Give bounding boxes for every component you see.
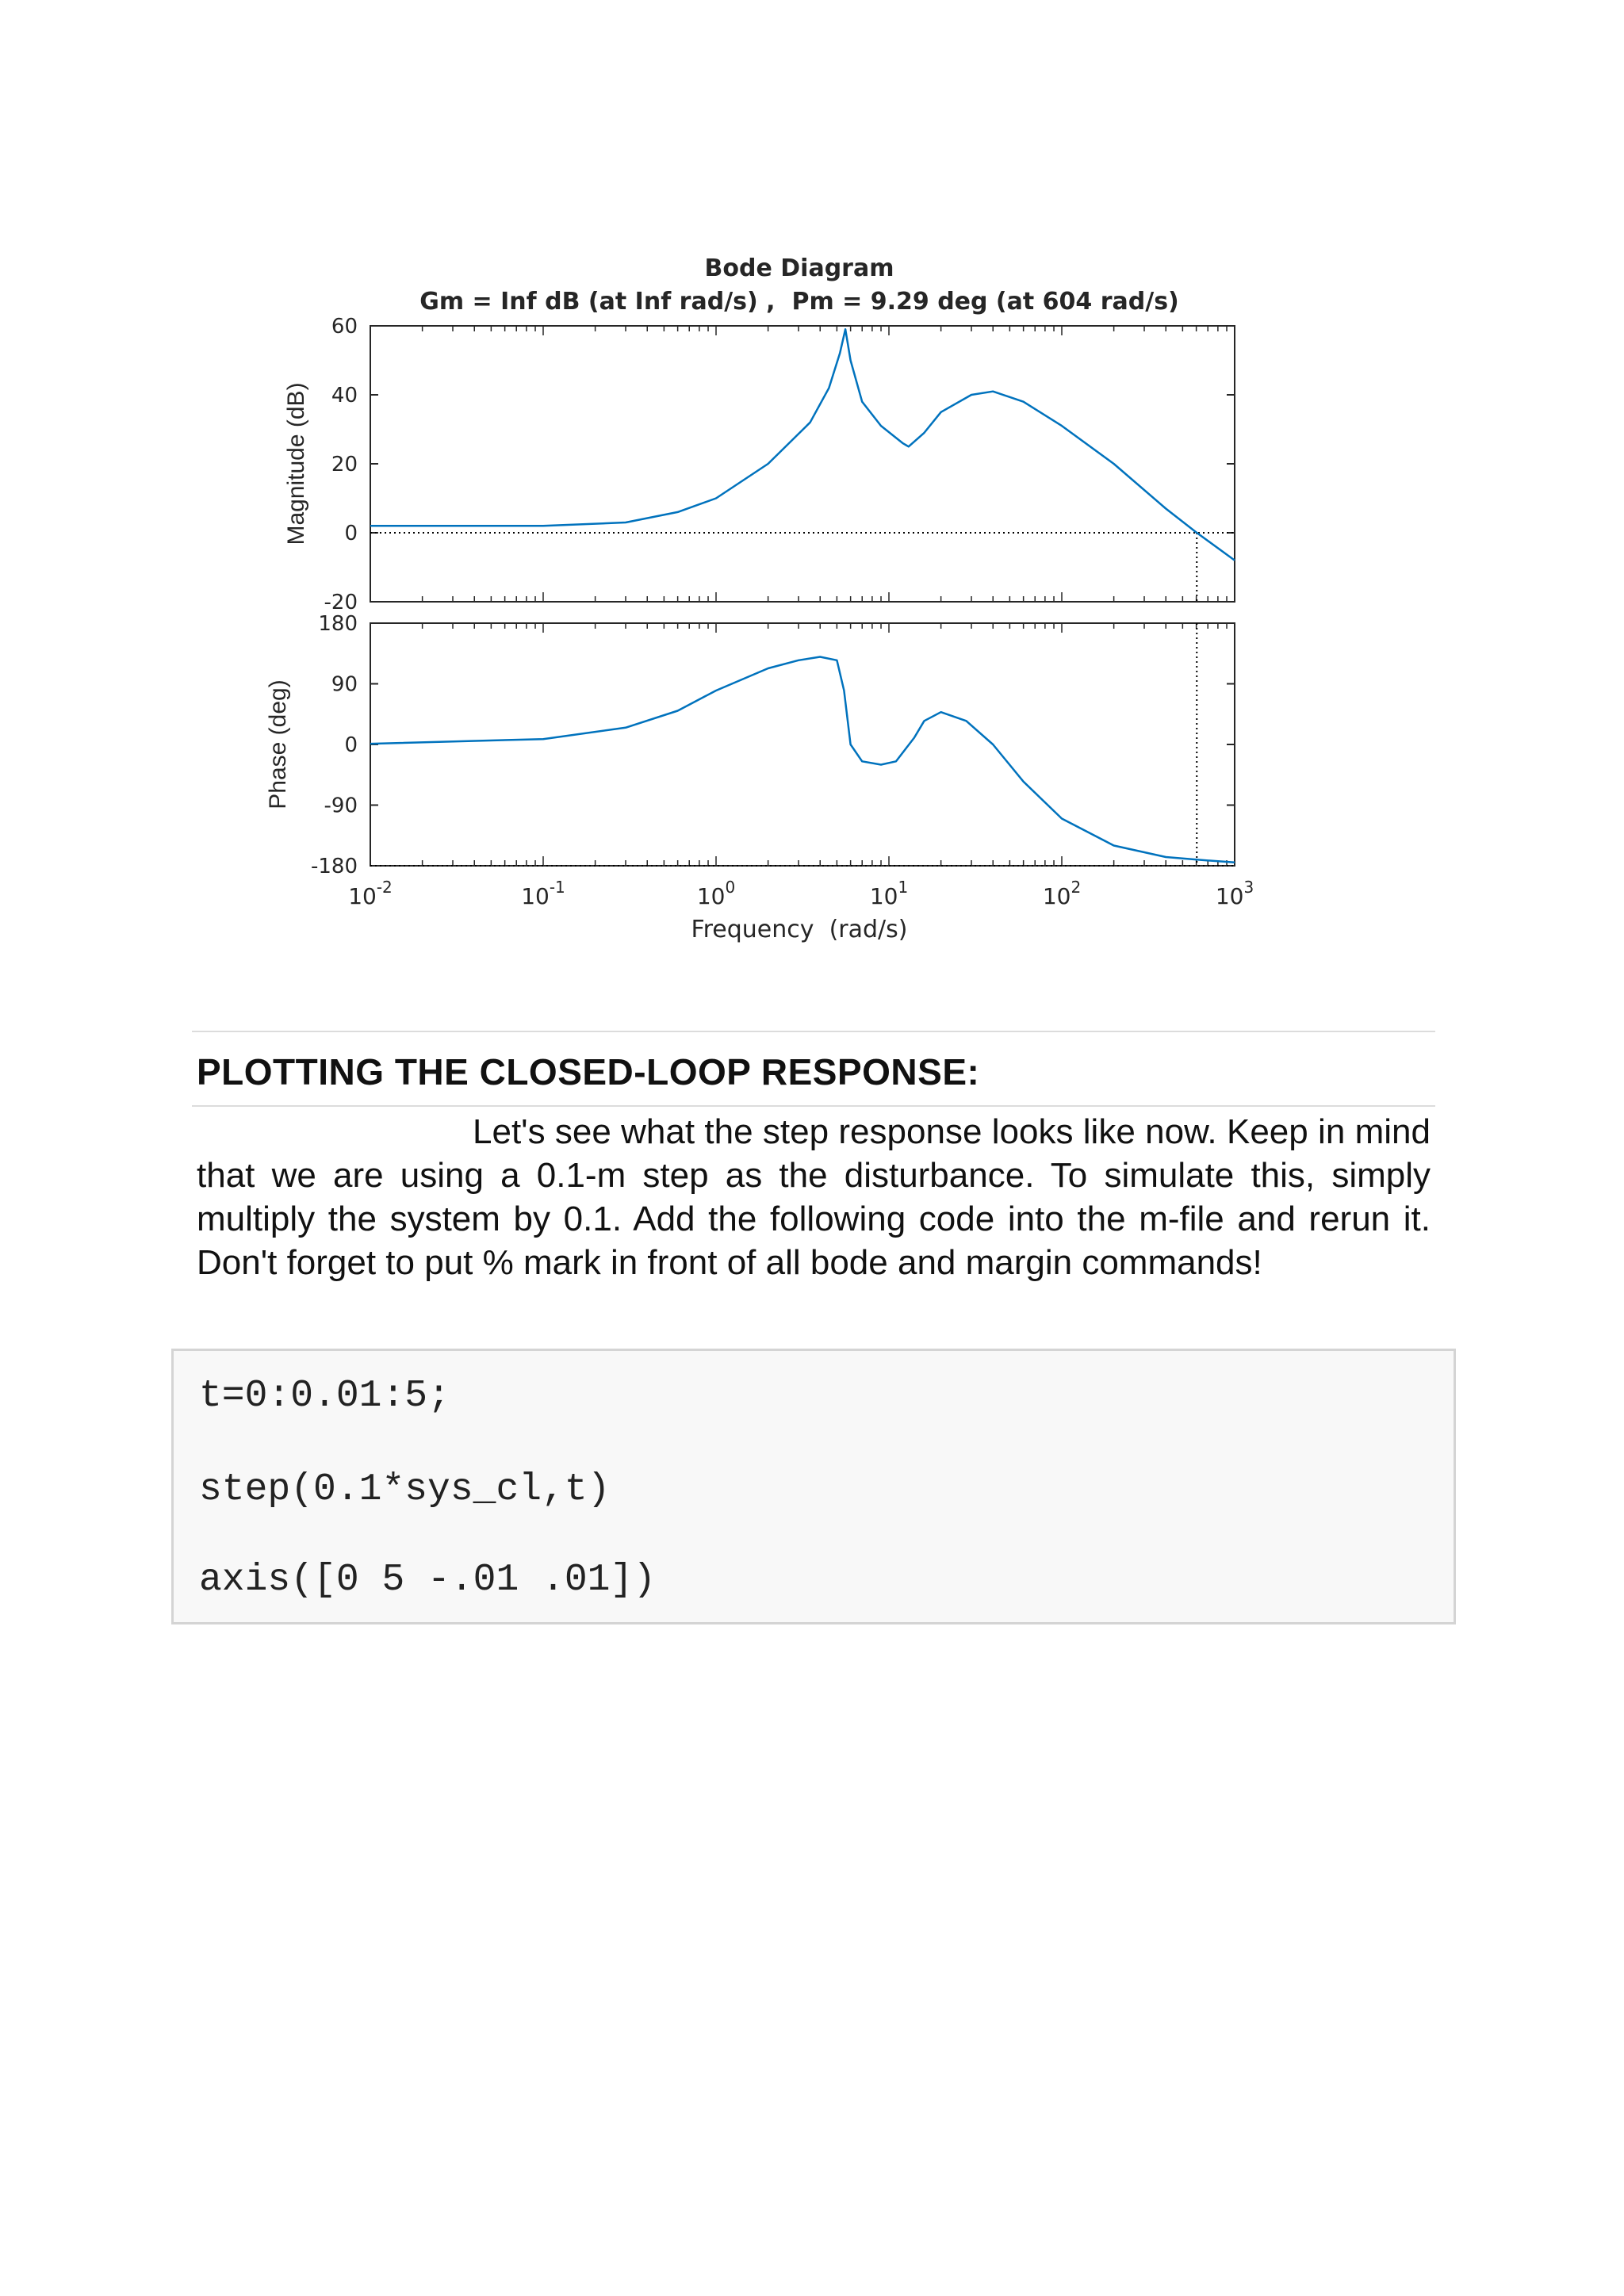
section-divider-bottom [192,1105,1435,1107]
section-heading: PLOTTING THE CLOSED-LOOP RESPONSE: [197,1051,980,1093]
magnitude-panel [283,315,1235,614]
y-tick-label: 20 [331,453,358,476]
paragraph-text: Let's see what the step response looks like now. Keep in mind that we are using a 0.1-m step as the disturbance. To simulate this, simply multiply the system by 0.1. Add the following code into the m-file and rerun it. Don't forget to put % mark in front of all bode and margin commands! [197,1112,1431,1282]
body-paragraph [197,1110,1431,1284]
x-tick-label: $10^1$ [869,878,909,909]
magnitude-axes-box [370,326,1235,602]
code-line: axis([0 5 -.01 .01]) [199,1559,657,1601]
section-divider-top [192,1031,1435,1032]
code-block [171,1349,1456,1624]
bode-panels [265,315,1235,878]
magnitude-y-axis-label: Magnitude (dB) [283,382,309,545]
x-tick-label: $10^{-2}$ [348,878,393,909]
y-tick-label: 90 [331,672,358,697]
x-tick-labels [348,878,1254,909]
code-line: t=0:0.01:5; [199,1375,450,1418]
y-tick-label: -180 [310,855,358,878]
x-tick-label: $10^2$ [1042,878,1082,909]
x-axis-label: Frequency (rad/s) [691,916,908,943]
x-tick-label: $10^3$ [1215,878,1254,909]
code-line: step(0.1*sys_cl,t) [199,1468,611,1511]
y-tick-label: 60 [331,315,358,339]
y-tick-label: 180 [318,612,358,636]
y-tick-label: -90 [324,794,358,818]
y-tick-label: 0 [344,733,358,757]
y-tick-label: -20 [324,591,358,614]
bode-diagram [0,0,1624,967]
y-tick-label: 0 [344,522,358,545]
chart-subtitle: Gm = Inf dB (at Inf rad/s) , Pm = 9.29 deg (at 604 rad/s) [419,288,1179,316]
y-tick-label: 40 [331,384,358,408]
phase-y-axis-label: Phase (deg) [265,679,291,809]
phase-panel [265,612,1235,878]
x-tick-label: $10^{-1}$ [521,878,565,909]
x-tick-label: $10^0$ [696,878,736,909]
chart-title: Bode Diagram [704,254,894,282]
